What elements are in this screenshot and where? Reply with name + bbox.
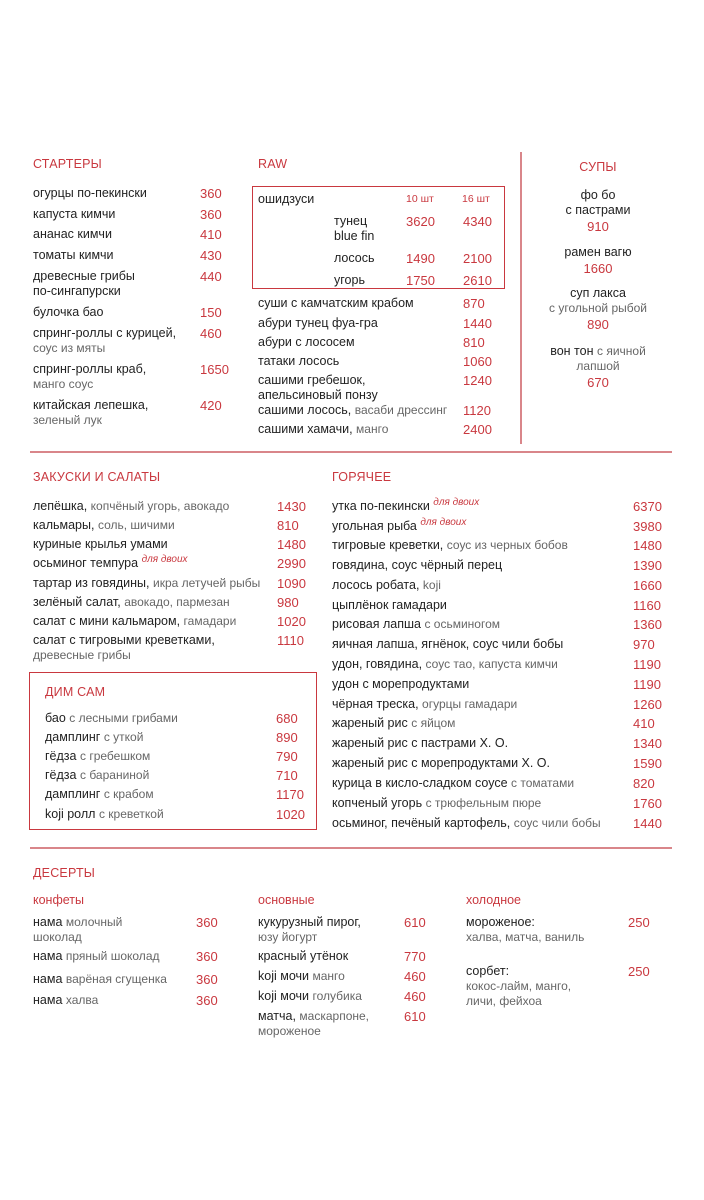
list-item: нама пряный шоколад [33, 949, 160, 963]
candies-subtitle: конфеты [33, 893, 84, 907]
price: 250 [628, 915, 650, 930]
list-item: угольная рыба $^{для двоих}$ [332, 517, 467, 533]
list-item: сорбет: кокос-лайм, манго, личи, фейхоа [466, 964, 572, 1008]
list-item: курица в кисло-сладком соусе с томатами [332, 776, 575, 790]
price: 670 [587, 375, 609, 390]
price: 1260 [633, 697, 662, 712]
price-10: 1750 [406, 273, 435, 288]
list-item: огурцы по-пекински [33, 186, 147, 200]
price: 890 [587, 317, 609, 332]
cold-subtitle: холодное [466, 893, 521, 907]
price: 360 [200, 186, 222, 201]
price: 890 [276, 730, 298, 745]
list-item: суши с камчатским крабом [258, 296, 414, 310]
list-item: тартар из говядины, икра летучей рыбы [33, 576, 261, 590]
price-16: 2610 [463, 273, 492, 288]
list-item: лосось робата, koji [332, 578, 441, 592]
list-item: нама варёная сгущенка [33, 972, 167, 986]
list-item: сашими гребешок, апельсиновый понзу [258, 373, 378, 402]
list-item: фо бо с пастрами [565, 188, 631, 217]
price: 910 [587, 219, 609, 234]
list-item: жареный рис с морепродуктами Х. О. [332, 756, 551, 770]
list-item: утка по-пекински $^{для двоих}$ [332, 497, 480, 513]
price: 1440 [463, 316, 492, 331]
list-item: тигровые креветки, соус из черных бобов [332, 538, 568, 552]
col-header-16: 16 шт [462, 193, 490, 205]
list-item: вон тон с яичной лапшой [550, 344, 646, 373]
list-item: говядина, соус чёрный перец [332, 558, 503, 572]
price: 1760 [633, 796, 662, 811]
list-item: татаки лосось [258, 354, 340, 368]
price: 420 [200, 398, 222, 413]
price-16: 4340 [463, 214, 492, 229]
price: 3980 [633, 519, 662, 534]
price: 1660 [633, 578, 662, 593]
price: 1090 [277, 576, 306, 591]
price: 460 [404, 989, 426, 1004]
list-item: нама халва [33, 993, 99, 1007]
list-item: томаты кимчи [33, 248, 114, 262]
price: 360 [196, 949, 218, 964]
price: 1660 [583, 261, 613, 276]
price: 1110 [277, 633, 304, 648]
list-item: осьминог темпура $^{для двоих}$ [33, 554, 188, 570]
price: 790 [276, 749, 298, 764]
list-item: кальмары, соль, шичими [33, 518, 175, 532]
price: 460 [404, 969, 426, 984]
price: 430 [200, 248, 222, 263]
list-item: китайская лепешка, зеленый лук [33, 398, 149, 427]
price: 820 [633, 776, 655, 791]
list-item: зелёный салат, авокадо, пармезан [33, 595, 230, 609]
list-item: мороженое: халва, матча, ваниль [466, 915, 585, 944]
price: 410 [200, 227, 222, 242]
main-subtitle: основные [258, 893, 315, 907]
list-item: рамен вагю [564, 245, 632, 259]
list-item: дамплинг с крабом [45, 787, 154, 801]
price: 1170 [276, 787, 304, 802]
soups-title: СУПЫ [579, 160, 617, 174]
list-item: тунец blue fin [334, 214, 375, 243]
oshizushi-label: ошидзуси [258, 192, 315, 206]
price: 410 [633, 716, 655, 731]
price: 610 [404, 1009, 426, 1024]
list-item: абури с лососем [258, 335, 355, 349]
list-item: угорь [334, 273, 365, 287]
list-item: рисовая лапша с осьминогом [332, 617, 501, 631]
list-item: гёдза с бараниной [45, 768, 150, 782]
dimsum-title: ДИМ САМ [45, 685, 106, 699]
list-item: бао с лесными грибами [45, 711, 178, 725]
list-item: салат с тигровыми креветками, древесные грибы [33, 633, 215, 662]
price: 1590 [633, 756, 662, 771]
price-10: 1490 [406, 251, 435, 266]
price: 150 [200, 305, 222, 320]
list-item: абури тунец фуа-гра [258, 316, 378, 330]
price: 1480 [277, 537, 306, 552]
raw-title: RAW [258, 157, 288, 171]
price: 1190 [633, 657, 661, 672]
list-item: красный утёнок [258, 949, 349, 963]
list-item: древесные грибы по-сингапурски [33, 269, 135, 298]
list-item: кукурузный пирог, юзу йогурт [258, 915, 361, 944]
price: 360 [196, 993, 218, 1008]
list-item: спринг-роллы краб, манго соус [33, 362, 147, 391]
list-item: нама молочный шоколад [33, 915, 123, 944]
list-item: булочка бао [33, 305, 104, 319]
list-item: куриные крылья умами [33, 537, 168, 551]
list-item: копченый угорь с трюфельным пюре [332, 796, 542, 810]
list-item: сашими хамачи, манго [258, 422, 389, 436]
price: 1480 [633, 538, 662, 553]
list-item: дамплинг с уткой [45, 730, 144, 744]
price: 980 [277, 595, 299, 610]
price: 360 [200, 207, 222, 222]
divider [520, 152, 522, 444]
price: 970 [633, 637, 655, 652]
price: 1430 [277, 499, 306, 514]
price: 440 [200, 269, 222, 284]
price: 1340 [633, 736, 662, 751]
price: 1440 [633, 816, 662, 831]
price: 2990 [277, 556, 306, 571]
price-10: 3620 [406, 214, 435, 229]
price: 360 [196, 915, 218, 930]
col-header-10: 10 шт [406, 193, 434, 205]
list-item: чёрная треска, огурцы гамадари [332, 697, 518, 711]
list-item: гёдза с гребешком [45, 749, 151, 763]
list-item: лосось [334, 251, 375, 265]
snacks-title: ЗАКУСКИ И САЛАТЫ [33, 470, 161, 484]
list-item: суп лакса с угольной рыбой [549, 286, 647, 315]
list-item: удон с морепродуктами [332, 677, 470, 691]
price: 1650 [200, 362, 229, 377]
list-item: лепёшка, копчёный угорь, авокадо [33, 499, 230, 513]
list-item: матча, маскарпоне, мороженое [258, 1009, 370, 1038]
price: 250 [628, 964, 650, 979]
price: 2400 [463, 422, 492, 437]
list-item: ананас кимчи [33, 227, 112, 241]
list-item: осьминог, печёный картофель, соус чили бобы [332, 816, 601, 830]
starters-title: СТАРТЕРЫ [33, 157, 102, 171]
price: 710 [276, 768, 298, 783]
list-item: удон, говядина, соус тао, капуста кимчи [332, 657, 558, 671]
list-item: капуста кимчи [33, 207, 116, 221]
list-item: жареный рис с яйцом [332, 716, 456, 730]
divider [30, 451, 672, 453]
price: 1020 [277, 614, 306, 629]
price: 1020 [276, 807, 305, 822]
list-item: жареный рис с пастрами Х. О. [332, 736, 509, 750]
price: 1390 [633, 558, 662, 573]
list-item: сашими лосось, васаби дрессинг [258, 403, 448, 417]
desserts-title: ДЕСЕРТЫ [33, 866, 96, 880]
divider [30, 847, 672, 849]
list-item: koji мочи манго [258, 969, 345, 983]
price: 770 [404, 949, 426, 964]
price: 1060 [463, 354, 492, 369]
price: 810 [463, 335, 485, 350]
list-item: яичная лапша, ягнёнок, соус чили бобы [332, 637, 564, 651]
price: 1190 [633, 677, 661, 692]
price: 810 [277, 518, 299, 533]
price: 6370 [633, 499, 662, 514]
price: 460 [200, 326, 222, 341]
price: 360 [196, 972, 218, 987]
list-item: koji мочи голубика [258, 989, 362, 1003]
price: 870 [463, 296, 485, 311]
list-item: спринг-роллы с курицей, соус из мяты [33, 326, 177, 355]
hot-title: ГОРЯЧЕЕ [332, 470, 392, 484]
price: 1360 [633, 617, 662, 632]
price: 680 [276, 711, 298, 726]
price: 1160 [633, 598, 661, 613]
price-16: 2100 [463, 251, 492, 266]
price: 1240 [463, 373, 492, 388]
list-item: салат с мини кальмаром, гамадари [33, 614, 237, 628]
list-item: цыплёнок гамадари [332, 598, 447, 612]
list-item: koji ролл с креветкой [45, 807, 164, 821]
price: 610 [404, 915, 426, 930]
price: 1120 [463, 403, 491, 418]
